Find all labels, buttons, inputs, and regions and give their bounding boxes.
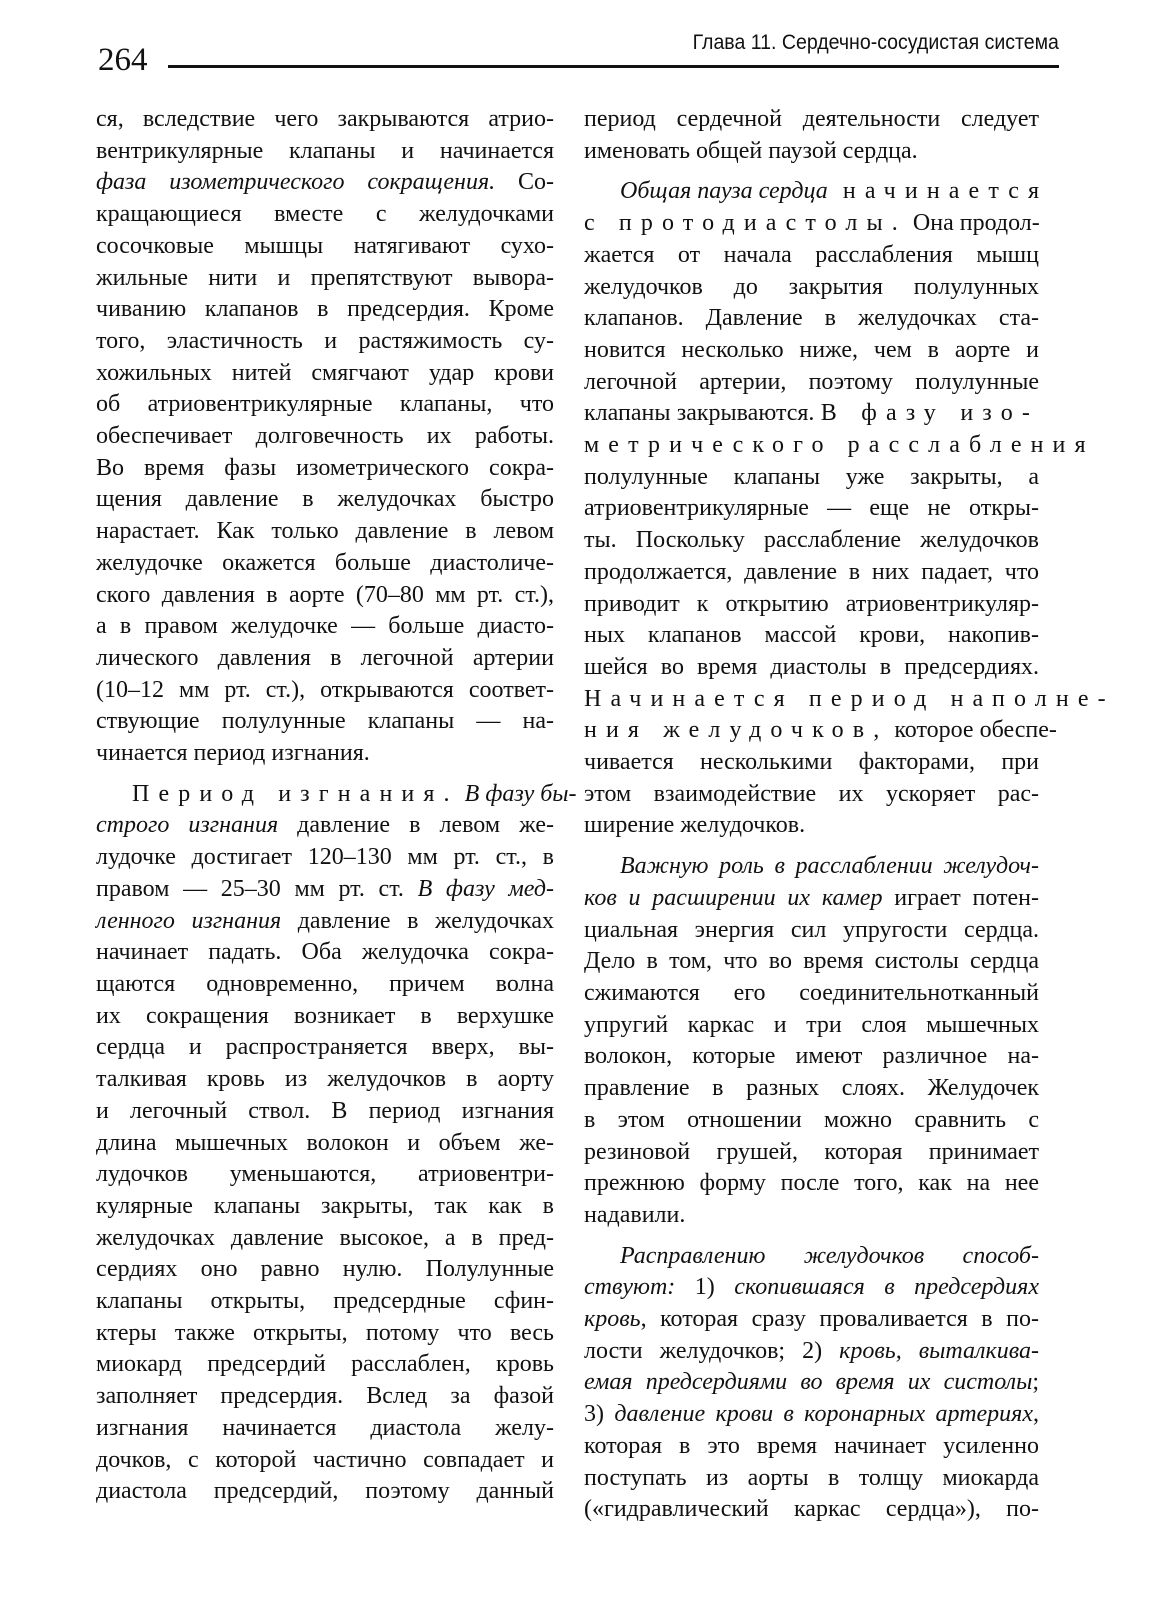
text-line: и легочный ствол. В период изгнания	[96, 1097, 554, 1124]
text-line: сердиях оно равно нулю. Полулунные	[96, 1256, 554, 1283]
text-fragment: давление в левом же-	[278, 812, 554, 839]
italic-term: давление крови в коронарных артериях	[614, 1401, 1033, 1428]
text-fragment: ,	[1033, 1401, 1039, 1428]
text-line	[584, 1336, 1039, 1368]
text-line: именовать общей паузой сердца.	[584, 137, 918, 164]
text-line: приводит к открытию атриовентрикуляр-	[584, 590, 1039, 617]
text-fragment: давление в желудочках	[281, 907, 555, 934]
text-line: хожильных нитей смягчают удар крови	[96, 359, 554, 386]
text-line: диастола предсердий, поэтому данный	[96, 1478, 554, 1505]
text-line: надавили.	[584, 1201, 686, 1228]
italic-term: фаза изометрического сокращения.	[96, 169, 496, 196]
spaced-term: ния желудочков,	[584, 717, 889, 744]
text-line	[584, 883, 1039, 915]
text-line: резиновой грушей, которая принимает	[584, 1138, 1039, 1165]
text-line: изгнания начинается диастола желу-	[96, 1414, 554, 1441]
header-rule	[168, 65, 1059, 68]
spaced-term: В фазу изо-	[820, 400, 1040, 427]
text-line: а в правом желудочке — больше диасто-	[96, 613, 554, 640]
text-line: желудочках давление высокое, а в пред-	[96, 1224, 554, 1251]
text-line: клапаны открыты, предсердные сфин-	[96, 1288, 554, 1315]
page-number: 264	[98, 42, 148, 78]
italic-term: ствуют:	[584, 1274, 676, 1301]
text-line: жильные нити и препятствуют вывора-	[96, 264, 554, 291]
text-fragment: , которая сразу проваливается в по-	[640, 1306, 1039, 1333]
text-line: чиванию клапанов в предсердия. Кроме	[96, 296, 554, 323]
text-fragment: Со-	[495, 169, 555, 196]
text-line: шейся во время диастолы в предсердиях.	[584, 653, 1039, 680]
text-line	[96, 874, 554, 906]
text-line: щения давление в желудочках быстро	[96, 486, 554, 513]
text-line: лического давления в легочной артерии	[96, 644, 554, 671]
text-fragment: Она продол-	[906, 210, 1040, 237]
text-line	[96, 906, 554, 938]
text-line	[584, 715, 1057, 747]
text-line: сжимаются его соединительнотканный	[584, 979, 1039, 1006]
italic-term: В фазу мед-	[417, 875, 554, 902]
text-line: ктеры также открыты, потому что весь	[96, 1319, 554, 1346]
text-line	[584, 1304, 1039, 1336]
right-column	[584, 104, 1115, 1526]
text-line	[584, 176, 1049, 208]
text-line: того, эластичность и растяжимость су-	[96, 327, 554, 354]
spaced-term: метрического расслабления	[584, 432, 1095, 459]
italic-term: кровь, выталкива-	[839, 1337, 1039, 1364]
italic-term: В фазу бы-	[458, 780, 577, 807]
text-fragment: ;	[1032, 1369, 1039, 1396]
text-line: этом взаимодействие их ускоряет рас-	[584, 780, 1039, 807]
text-line: лудочке достигает 120–130 мм рт. ст., в	[96, 844, 554, 871]
text-line	[584, 208, 1039, 240]
text-line: Во время фазы изометрического сокра-	[96, 454, 554, 481]
paragraph	[584, 1241, 1039, 1526]
text-line	[584, 684, 1115, 716]
text-line: лудочков уменьшаются, атриовентри-	[96, 1161, 554, 1188]
text-line: ся, вследствие чего закрываются атрио-	[96, 106, 554, 132]
text-line: упругий каркас и три слоя мышечных	[584, 1011, 1039, 1038]
text-line: легочной артерии, поэтому полулунные	[584, 368, 1039, 395]
text-line: в этом отношении можно сравнить с	[584, 1106, 1039, 1133]
text-line: которая в это время начинает усиленно	[584, 1432, 1039, 1459]
text-line: ширение желудочков.	[584, 812, 806, 839]
text-line: сосочковые мышцы натягивают сухо-	[96, 232, 554, 259]
text-fragment: 1)	[675, 1274, 735, 1301]
text-line: («гидравлический каркас сердца»), по-	[584, 1496, 1039, 1523]
spaced-term: начинается	[827, 178, 1049, 205]
paragraph	[584, 851, 1039, 1231]
text-fragment: лости желудочков; 2)	[584, 1337, 840, 1364]
text-line: ты. Поскольку расслабление желудочков	[584, 527, 1039, 554]
paragraph	[96, 779, 577, 1508]
text-line: сердца и распространяется вверх, вы-	[96, 1034, 554, 1061]
text-line: Дело в том, что во время систолы сердца	[584, 948, 1039, 975]
text-line: жается от начала расслабления мышц	[584, 241, 1039, 268]
italic-term: Важную роль в расслаблении желудоч-	[620, 853, 1039, 880]
text-line: обеспечивает долговечность их работы.	[96, 423, 554, 450]
text-line: атриовентрикулярные — еще не откры-	[584, 495, 1039, 522]
paragraph	[584, 176, 1115, 842]
text-line: желудочков до закрытия полулунных	[584, 273, 1039, 300]
text-line: кулярные клапаны закрыты, так как в	[96, 1192, 554, 1219]
text-fragment: правом — 25–30 мм рт. ст.	[96, 875, 418, 902]
text-line	[96, 779, 577, 811]
text-line: циальная энергия сил упругости сердца.	[584, 916, 1039, 943]
text-line	[96, 167, 554, 199]
italic-term: ленного изгнания	[96, 907, 282, 934]
text-line: длина мышечных волокон и объем же-	[96, 1129, 554, 1156]
text-line: чинается период изгнания.	[96, 740, 370, 767]
text-line: ствующие полулунные клапаны — на-	[96, 708, 554, 735]
text-line: заполняет предсердия. Вслед за фазой	[96, 1383, 554, 1410]
text-line: продолжается, давление в них падает, что	[584, 558, 1039, 585]
italic-term: кровь	[584, 1306, 641, 1333]
text-line: кращающиеся вместе с желудочками	[96, 201, 554, 228]
text-line: клапанов. Давление в желудочках ста-	[584, 305, 1039, 332]
text-fragment: клапаны закрываются.	[584, 400, 821, 427]
text-line: ского давления в аорте (70–80 мм рт. ст.),	[96, 581, 554, 608]
spaced-term: Период изгнания.	[132, 780, 459, 807]
text-line	[584, 1272, 1039, 1304]
text-line	[96, 810, 554, 842]
italic-term: емая предсердиями во время их систолы	[584, 1369, 1033, 1396]
text-line: правление в разных слоях. Желудочек	[584, 1075, 1039, 1102]
italic-term: Расправлению желудочков способ-	[620, 1242, 1039, 1269]
text-line: нарастает. Как только давление в левом	[96, 518, 554, 545]
text-line	[584, 851, 1039, 883]
text-line: миокард предсердий расслаблен, кровь	[96, 1351, 554, 1378]
text-fragment: которое обеспе-	[888, 717, 1057, 744]
text-line	[584, 430, 1095, 462]
text-line: вентрикулярные клапаны и начинается	[96, 137, 554, 164]
chapter-title: Глава 11. Сердечно-сосудистая система	[692, 31, 1059, 54]
italic-term: Общая пауза сердца	[620, 178, 828, 205]
text-line: (10–12 мм рт. ст.), открываются соответ-	[96, 676, 554, 703]
spaced-term: Начинается период наполне-	[584, 685, 1115, 712]
text-line: начинает падать. Оба желудочка сокра-	[96, 939, 554, 966]
left-column	[96, 104, 577, 1508]
text-line	[584, 398, 1039, 430]
text-line	[584, 1399, 1039, 1431]
text-line: чивается несколькими факторами, при	[584, 749, 1039, 776]
italic-term: ков и расширении их камер	[584, 884, 883, 911]
text-line: желудочке окажется больше диастоличе-	[96, 549, 554, 576]
text-line	[584, 1241, 1039, 1273]
text-line: прежнюю форму после того, как на нее	[584, 1170, 1039, 1197]
text-line: талкивая кровь из желудочков в аорту	[96, 1066, 554, 1093]
text-line: щаются одновременно, причем волна	[96, 970, 554, 997]
text-line: полулунные клапаны уже закрыты, а	[584, 463, 1039, 490]
paragraph	[96, 104, 554, 770]
text-line: их сокращения возникает в верхушке	[96, 1002, 554, 1029]
spaced-term: с протодиастолы.	[584, 210, 907, 237]
italic-term: скопившаяся в предсердиях	[734, 1274, 1039, 1301]
italic-term: строго изгнания	[96, 812, 279, 839]
text-line: об атриовентрикулярные клапаны, что	[96, 391, 554, 418]
text-line: волокон, которые имеют различное на-	[584, 1043, 1039, 1070]
text-line: новится несколько ниже, чем в аорте и	[584, 336, 1039, 363]
text-line: поступать из аорты в толщу миокарда	[584, 1464, 1039, 1491]
text-line: период сердечной деятельности следует	[584, 106, 1039, 132]
text-line: ных клапанов массой крови, накопив-	[584, 622, 1039, 649]
text-line	[584, 1367, 1039, 1399]
text-line: дочков, с которой частично совпадает и	[96, 1446, 554, 1473]
text-fragment: играет потен-	[882, 884, 1040, 911]
text-fragment: 3)	[584, 1401, 615, 1428]
paragraph	[584, 104, 1039, 167]
